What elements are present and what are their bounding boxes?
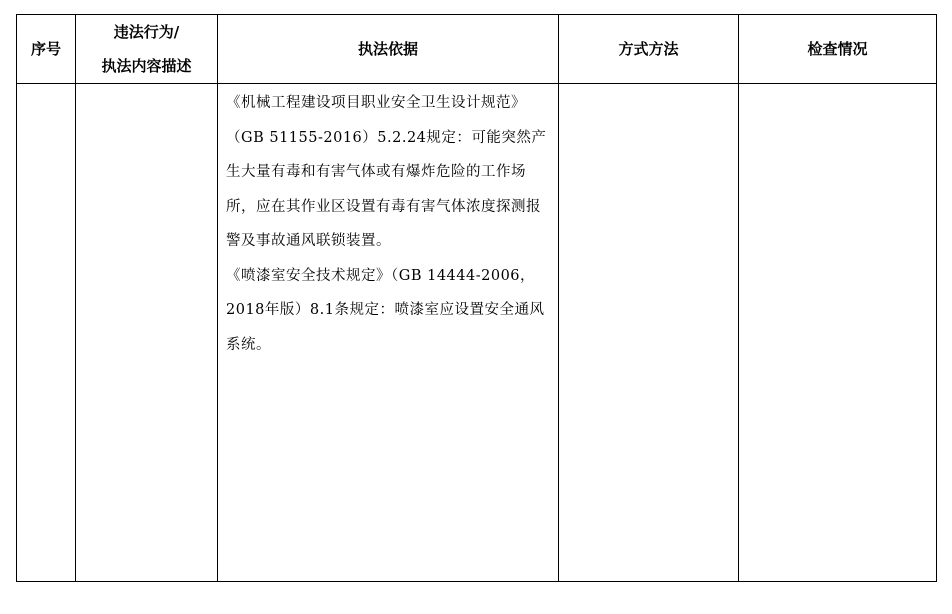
- basis-paragraph: 《机械工程建设项目职业安全卫生设计规范》（GB 51155-2016）5.2.24规定：可能突然产生大量有毒和有害气体或有爆炸危险的工作场所，应在其作业区设置有毒有害气体浓度探测报警及事故通风联锁装置。: [226, 95, 547, 249]
- cell-inspection: [739, 84, 937, 582]
- enforcement-table: [16, 14, 937, 582]
- header-violation-line1: 违法行为/: [113, 23, 180, 41]
- header-serial: 序号: [17, 15, 76, 84]
- cell-basis: [218, 84, 559, 582]
- header-basis: 执法依据: [218, 15, 559, 84]
- header-row: [17, 15, 937, 84]
- header-violation-line2: 执法内容描述: [101, 57, 192, 75]
- cell-violation: [76, 84, 218, 582]
- header-method: 方式方法: [559, 15, 739, 84]
- cell-serial: [17, 84, 76, 582]
- basis-paragraph: 《喷漆室安全技术规定》（GB 14444-2006，2018年版）8.1条规定：喷漆室应设置安全通风系统。: [226, 267, 545, 353]
- table-row: [17, 84, 937, 582]
- cell-method: [559, 84, 739, 582]
- header-inspection: 检查情况: [739, 15, 937, 84]
- header-violation: [76, 15, 218, 84]
